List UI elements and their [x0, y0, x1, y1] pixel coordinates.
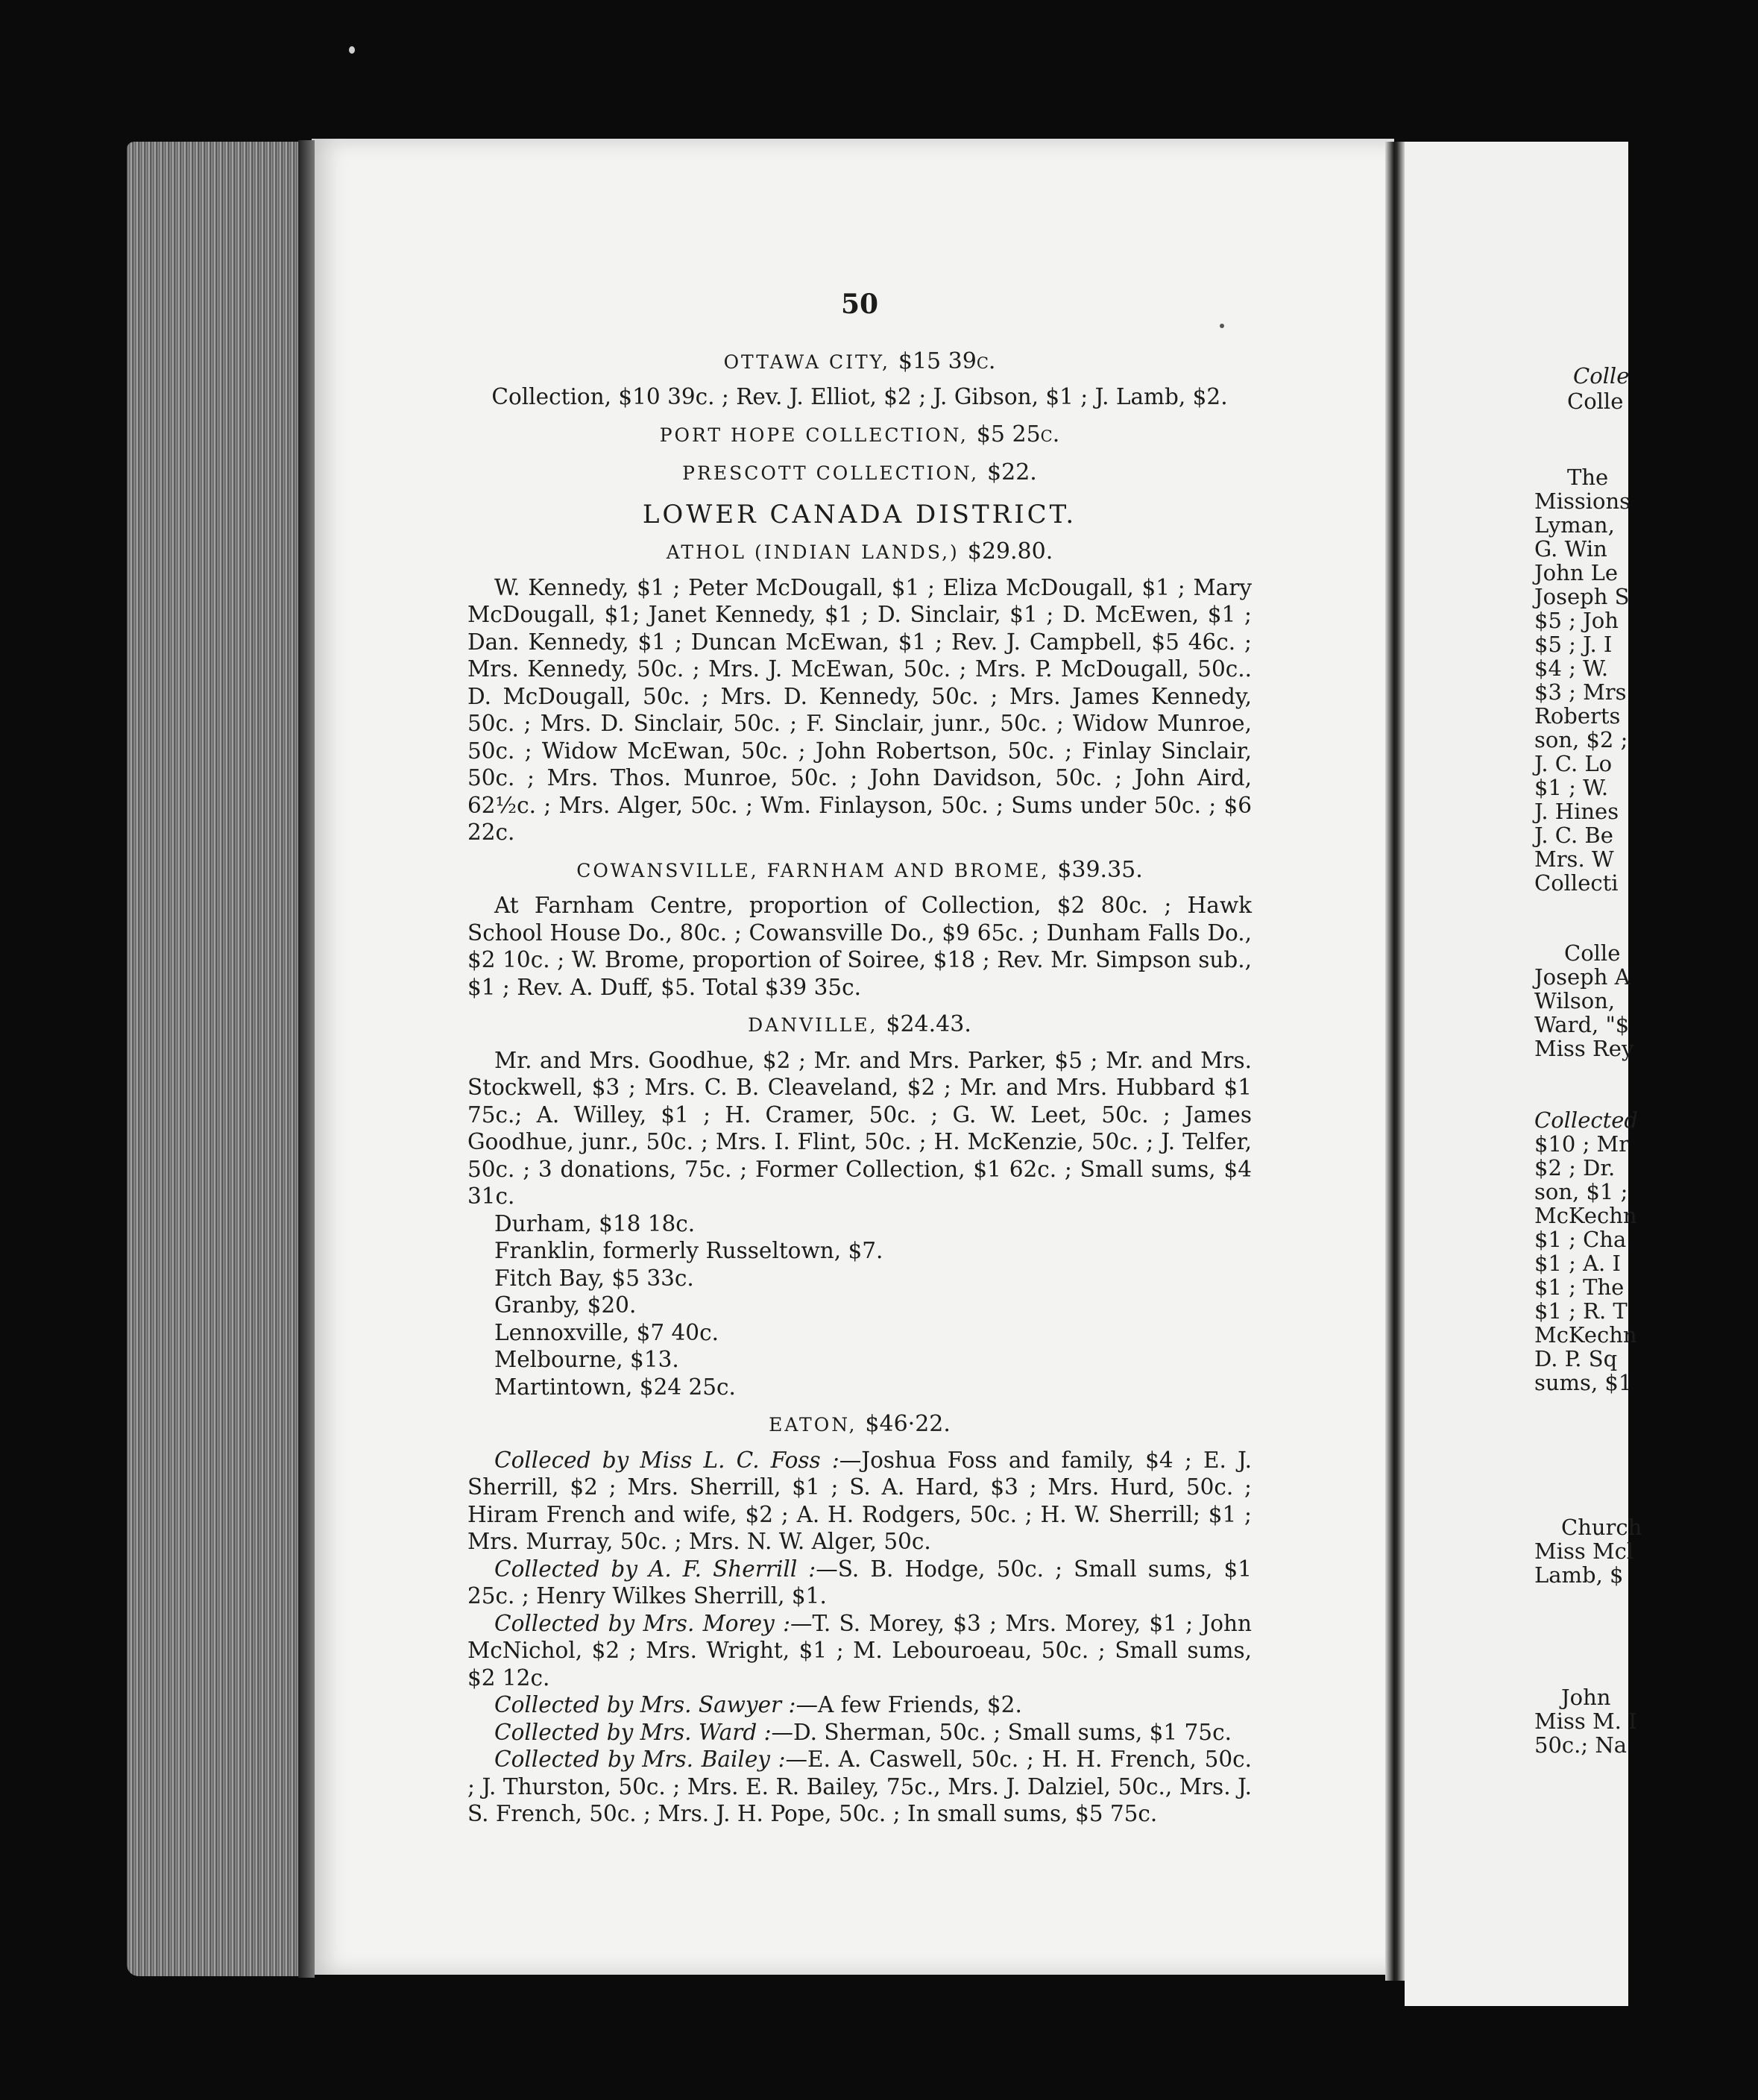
- eaton-entry: [467, 1610, 1252, 1692]
- danville-body: Mr. and Mrs. Goodhue, $2 ; Mr. and Mrs. Parker, $5 ; Mr. and Mrs. Stockwell, $3 ; Mrs. C. B. Cleaveland, $2 ; Mr. and Mrs. Hubbard $1 75c.; A. Willey, $1 ; H. Cramer, 50c. ; G. W. Leet, 50c. ; James Goodhue, junr., 50c. ; Mrs. I. Flint, 50c. ; H. McKenzie, 50c. ; J. Telfer, 50c. ; 3 donations, 75c. ; Former Collection, $1 62c. ; Small sums, $4 31c.: [467, 1047, 1252, 1209]
- section-heading-ottawa: [467, 348, 1252, 377]
- facing-line: J. C. Lo: [1534, 751, 1613, 776]
- facing-line: Collecti: [1534, 870, 1619, 896]
- facing-line: Church: [1561, 1515, 1642, 1540]
- entry-text: —S. B. Hodge, 50c. ; Small sums, $1 25c. ; Henry Wilkes Sherrill, $1.: [467, 1556, 1252, 1609]
- facing-line: Joseph S: [1534, 584, 1630, 609]
- facing-line: 50c.; Na: [1534, 1732, 1628, 1758]
- facing-line: $1 ; Cha: [1534, 1227, 1627, 1252]
- facing-line: Colle: [1567, 389, 1624, 414]
- entry-text: —Joshua Foss and family, $4 ; E. J. Sherrill, $2 ; Mrs. Sherrill, $1 ; S. A. Hard, $3 ; Mrs. Hurd, 50c. ; Hiram French and wife, $2 ; A. H. Rodgers, 50c. ; H. W. Sherrill; $1 ; Mrs. Murray, 50c. ; Mrs. N. W. Alger, 50c.: [467, 1447, 1253, 1554]
- facing-line: $1 ; R. T: [1534, 1298, 1628, 1324]
- heading-label: DANVILLE,: [748, 1014, 878, 1036]
- eaton-entry: [467, 1691, 1252, 1719]
- facing-line: son, $1 ;: [1534, 1179, 1628, 1204]
- eaton-entry: [467, 1719, 1252, 1747]
- facing-line: Miss M. I: [1534, 1708, 1637, 1734]
- heading-label: ATHOL (INDIAN LANDS,): [666, 541, 960, 563]
- eaton-entry: [467, 1556, 1252, 1610]
- heading-label: COWANSVILLE, FARNHAM AND BROME,: [576, 859, 1050, 881]
- list-item: Martintown, $24 25c.: [494, 1374, 736, 1400]
- section-heading-danville: [467, 1011, 1252, 1040]
- facing-line: $5 ; Joh: [1534, 608, 1619, 633]
- collector-label: Collected by Mrs. Sawyer :: [494, 1692, 796, 1717]
- facing-line: Wilson,: [1534, 988, 1616, 1013]
- section-heading-eaton: [467, 1411, 1252, 1439]
- list-item: Melbourne, $13.: [494, 1347, 679, 1372]
- page-text: [467, 291, 1252, 1828]
- ottawa-body: Collection, $10 39c. ; Rev. J. Elliot, $2 ; J. Gibson, $1 ; J. Lamb, $2.: [491, 384, 1228, 409]
- facing-line: son, $2 ;: [1534, 727, 1628, 752]
- heading-amount: $24.43.: [886, 1011, 971, 1037]
- facing-line: John: [1561, 1685, 1611, 1710]
- facing-line: Miss Mcl: [1534, 1538, 1634, 1564]
- facing-line: Lyman,: [1534, 512, 1615, 538]
- facing-line: G. Win: [1534, 536, 1607, 562]
- heading-label: OTTAWA CITY,: [723, 350, 890, 373]
- facing-line: $5 ; J. I: [1534, 632, 1613, 657]
- section-heading-athol: [467, 538, 1252, 567]
- facing-line: Miss Rey: [1534, 1036, 1634, 1061]
- section-heading-prescott: [467, 459, 1252, 488]
- places-list: [467, 1210, 1252, 1401]
- page-block-edge: [127, 142, 312, 1976]
- heading-amount: $15 39c.: [898, 348, 996, 374]
- list-item: Franklin, formerly Russeltown, $7.: [494, 1238, 883, 1263]
- heading-label: PORT HOPE COLLECTION,: [659, 424, 968, 446]
- facing-line: McKechn: [1534, 1322, 1637, 1348]
- page-edge-shadow: [298, 140, 315, 1978]
- heading-amount: $22.: [987, 459, 1037, 485]
- heading-amount: $46·22.: [865, 1411, 951, 1437]
- facing-line: $1 ; The: [1534, 1274, 1625, 1300]
- facing-line: sums, $1: [1534, 1370, 1633, 1395]
- book-gutter: [1385, 142, 1405, 1981]
- scan-speck: [349, 46, 355, 54]
- facing-line: Collected: [1534, 1107, 1638, 1133]
- heading-amount: $5 25c.: [976, 421, 1060, 447]
- facing-line: $2 ; Dr.: [1534, 1155, 1616, 1181]
- heading-amount: $29.80.: [967, 538, 1053, 565]
- entry-text: —T. S. Morey, $3 ; Mrs. Morey, $1 ; John McNichol, $2 ; Mrs. Wright, $1 ; M. Lebouroeau, 50c. ; Small sums, $2 12c.: [467, 1610, 1252, 1691]
- facing-line: $3 ; Mrs: [1534, 679, 1627, 705]
- entry-text: —E. A. Caswell, 50c. ; H. H. French, 50c. ; J. Thurston, 50c. ; Mrs. E. R. Bailey, 75c., Mrs. J. Dalziel, 50c., Mrs. J. S. French, 50c. ; Mrs. J. H. Pope, 50c. ; In small sums, $5 75c.: [467, 1747, 1253, 1826]
- heading-label: EATON,: [769, 1414, 857, 1436]
- facing-line: J. Hines: [1534, 799, 1619, 824]
- collector-label: Collected by Mrs. Morey :: [494, 1610, 791, 1636]
- facing-line: J. C. Be: [1534, 823, 1613, 848]
- facing-line: $4 ; W.: [1534, 656, 1609, 681]
- facing-line: Ward, "$: [1534, 1012, 1630, 1037]
- entry-text: —D. Sherman, 50c. ; Small sums, $1 75c.: [771, 1719, 1232, 1745]
- list-item: Fitch Bay, $5 33c.: [494, 1265, 694, 1291]
- collector-label: Collected by A. F. Sherrill :: [494, 1556, 816, 1582]
- facing-line: $1 ; W.: [1534, 775, 1609, 800]
- facing-line: Roberts: [1534, 703, 1621, 729]
- facing-line: Colle: [1564, 940, 1621, 966]
- section-heading-cowansville: [467, 857, 1252, 885]
- list-item: Granby, $20.: [494, 1292, 637, 1318]
- section-heading-port-hope: [467, 421, 1252, 450]
- collector-label: Colleced by Miss L. C. Foss :: [494, 1447, 839, 1473]
- athol-body: W. Kennedy, $1 ; Peter McDougall, $1 ; Eliza McDougall, $1 ; Mary McDougall, $1; Janet Kennedy, $1 ; D. Sinclair, $1 ; D. McEwen, $1 ; Dan. Kennedy, $1 ; Duncan McEwan, $1 ; Rev. J. Campbell, $5 46c. ; Mrs. Kennedy, 50c. ; Mrs. J. McEwan, 50c. ; Mrs. P. McDougall, 50c.. D. McDougall, 50c. ; Mrs. D. Kennedy, 50c. ; Mrs. James Kennedy, 50c. ; Mrs. D. Sinclair, 50c. ; F. Sinclair, junr., 50c. ; Widow Munroe, 50c. ; Widow McEwan, 50c. ; John Robertson, 50c. ; Finlay Sinclair, 50c. ; Mrs. Thos. Munroe, 50c. ; John Davidson, 50c. ; John Aird, 62½c. ; Mrs. Alger, 50c. ; Wm. Finlayson, 50c. ; Sums under 50c. ; $6 22c.: [467, 574, 1252, 845]
- facing-line: The: [1567, 465, 1609, 490]
- facing-line: Joseph A: [1534, 964, 1631, 990]
- list-item: Durham, $18 18c.: [494, 1210, 696, 1236]
- facing-line: Missions: [1534, 488, 1631, 514]
- heading-amount: $39.35.: [1057, 856, 1143, 883]
- list-item: Lennoxville, $7 40c.: [494, 1319, 719, 1345]
- facing-line: D. P. Sq: [1534, 1346, 1618, 1371]
- district-heading: LOWER CANADA DISTRICT.: [642, 499, 1077, 529]
- facing-line: $1 ; A. I: [1534, 1251, 1621, 1276]
- heading-label: PRESCOTT COLLECTION,: [682, 462, 980, 484]
- page-number: 50: [840, 289, 879, 320]
- collector-label: Collected by Mrs. Bailey :: [494, 1747, 786, 1772]
- facing-line: McKechn: [1534, 1203, 1637, 1228]
- cowansville-body: At Farnham Centre, proportion of Collection, $2 80c. ; Hawk School House Do., 80c. ; Cowansville Do., $9 65c. ; Dunham Falls Do., $2 10c. ; W. Brome, proportion of Soiree, $18 ; Rev. Mr. Simpson sub., $1 ; Rev. A. Duff, $5. Total $39 35c.: [467, 893, 1252, 1000]
- eaton-entry: [467, 1447, 1252, 1556]
- facing-line: John Le: [1534, 560, 1619, 585]
- collector-label: Collected by Mrs. Ward :: [494, 1719, 772, 1745]
- eaton-entry: [467, 1746, 1252, 1828]
- facing-line: Lamb, $: [1534, 1562, 1624, 1588]
- entry-text: —A few Friends, $2.: [795, 1692, 1022, 1717]
- facing-line: $10 ; Mr: [1534, 1131, 1630, 1157]
- facing-line: Mrs. W: [1534, 846, 1614, 872]
- facing-line: Colle: [1573, 363, 1630, 389]
